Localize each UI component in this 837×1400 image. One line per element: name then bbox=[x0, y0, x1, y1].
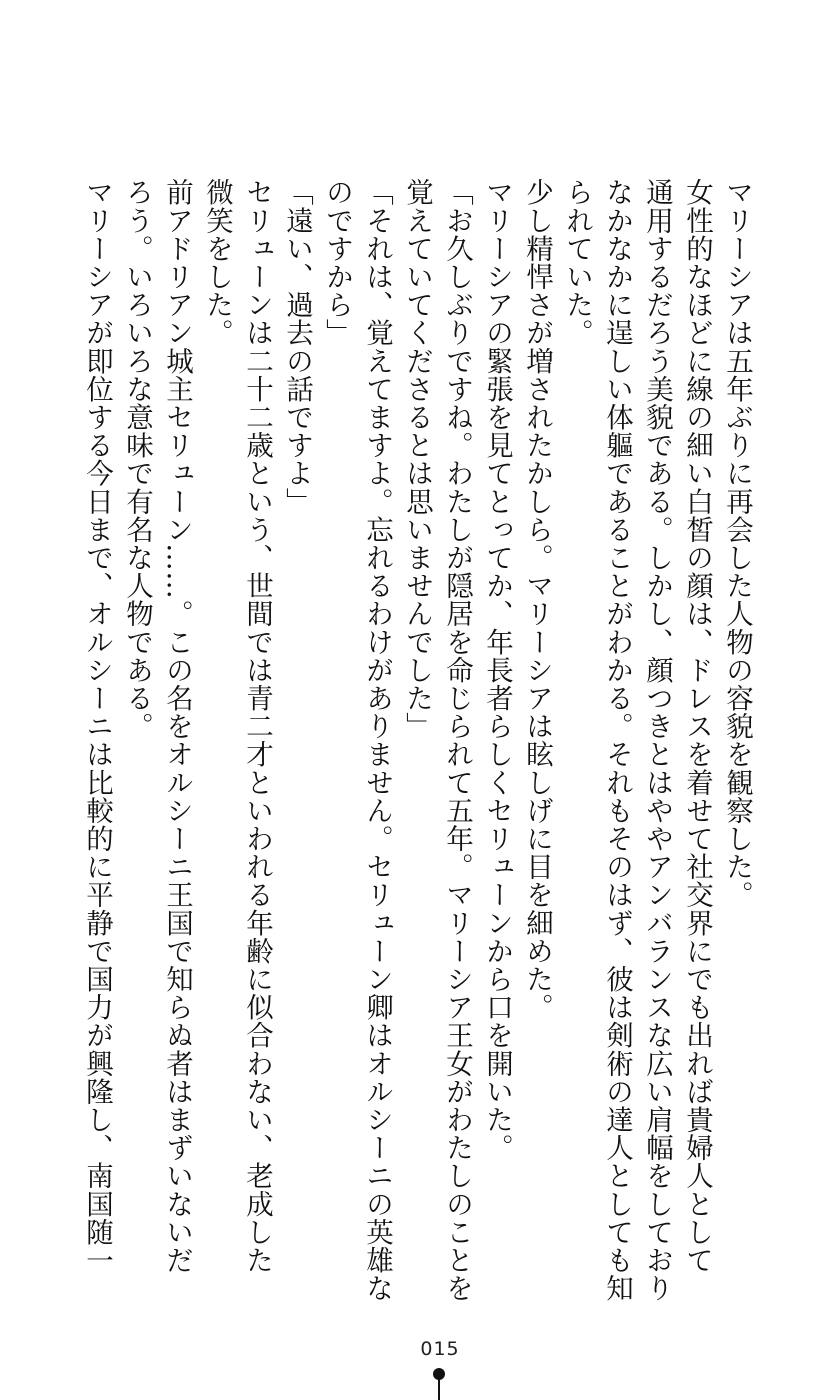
text-line: 覚えていてくださるとは思いませんでした」 bbox=[401, 178, 433, 740]
text-line: なかなかに逞しい体軀であることがわかる。それもそのはず、彼は剣術の達人としても知 bbox=[601, 178, 633, 1302]
text-line: 前アドリアン城主セリューン……。この名をオルシーニ王国で知らぬ者はまずいないだ bbox=[161, 178, 193, 1274]
text-line: マリーシアは五年ぶりに再会した人物の容貌を観察した。 bbox=[721, 178, 753, 909]
text-line: 「遠い、過去の話ですよ」 bbox=[281, 178, 313, 516]
text-line: 女性的なほどに線の細い白皙の顔は、ドレスを着せて社交界にでも出れば貴婦人として bbox=[681, 178, 713, 1274]
text-line: マリーシアが即位する今日まで、オルシーニは比較的に平静で国力が興隆し、南国随一 bbox=[81, 178, 113, 1274]
text-line: 少し精悍さが増されたかしら。マリーシアは眩しげに目を細めた。 bbox=[521, 178, 553, 1021]
text-line: 微笑をした。 bbox=[201, 178, 233, 347]
text-line: 「それは、覚えてますよ。忘れるわけがありません。セリューン卿はオルシーニの英雄な bbox=[361, 178, 393, 1302]
page-marker-rule bbox=[438, 1378, 440, 1400]
text-line: セリューンは二十二歳という、世間では青二才といわれる年齢に似合わない、老成した bbox=[241, 178, 273, 1274]
text-line: マリーシアの緊張を見てとってか、年長者らしくセリューンから口を開いた。 bbox=[481, 178, 513, 1162]
text-line: 通用するだろう美貌である。しかし、顔つきとはややアンバランスな広い肩幅をしており bbox=[641, 178, 673, 1302]
text-line: のですから」 bbox=[321, 178, 353, 347]
page-number: 015 bbox=[420, 1338, 460, 1360]
text-line: られていた。 bbox=[561, 178, 593, 347]
text-line: 「お久しぶりですね。わたしが隠居を命じられて五年。マリーシア王女がわたしのことを bbox=[441, 178, 473, 1302]
vertical-text-block bbox=[77, 178, 757, 1302]
text-line: ろう。いろいろな意味で有名な人物である。 bbox=[121, 178, 153, 740]
